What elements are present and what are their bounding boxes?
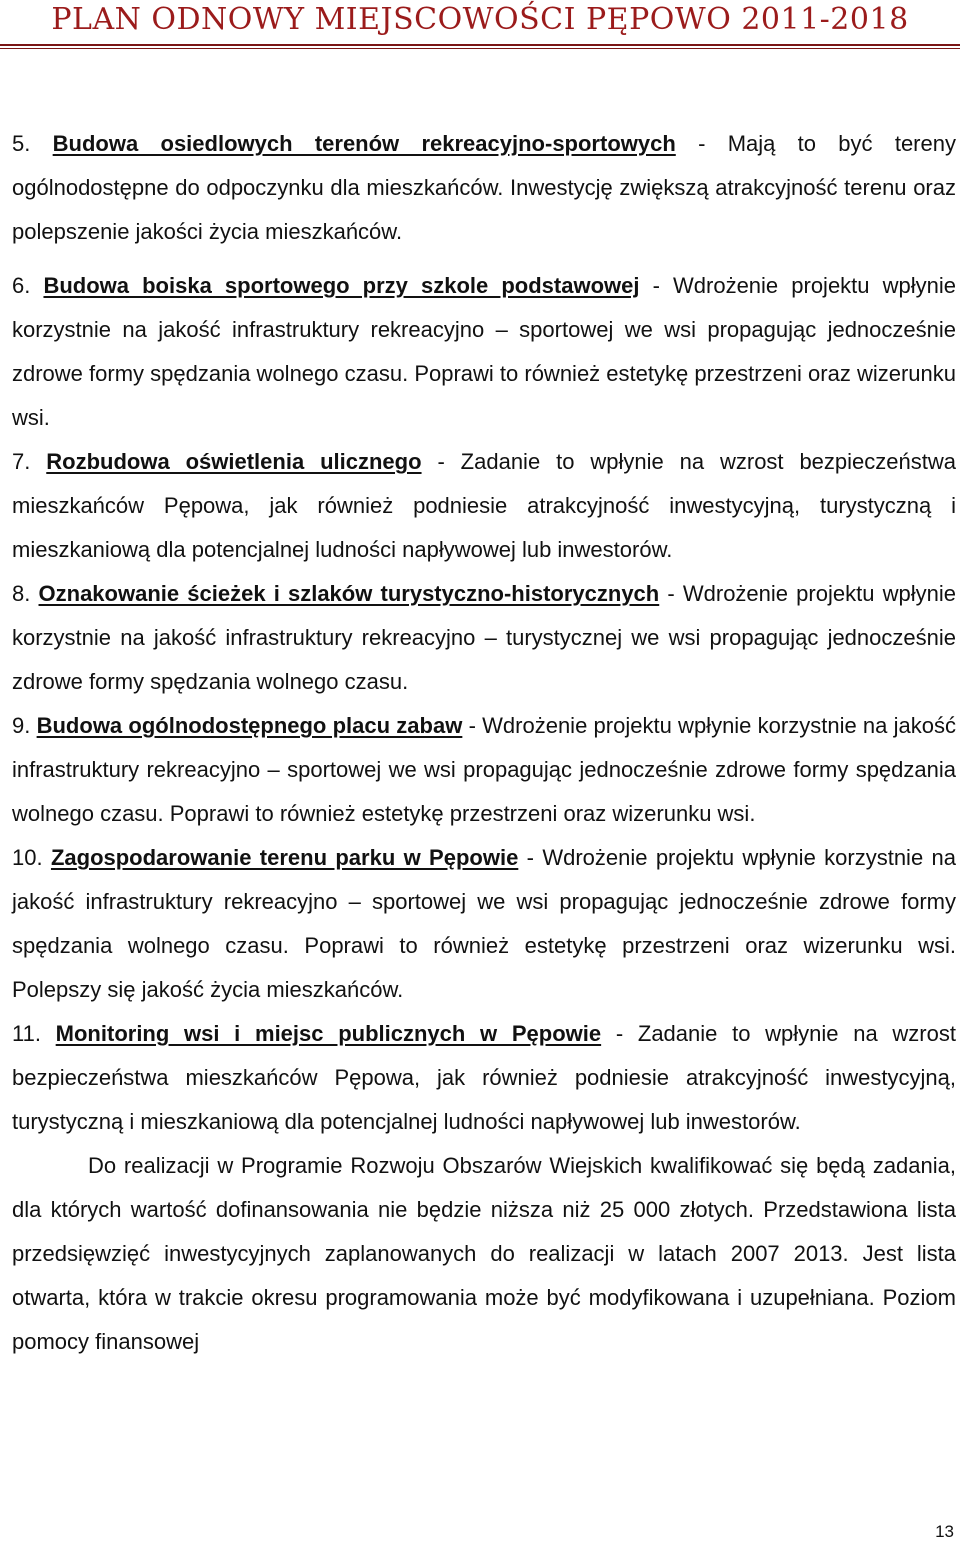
item-number: 8.: [12, 581, 31, 606]
page-header-title: PLAN ODNOWY MIEJSCOWOŚCI PĘPOWO 2011-2018: [51, 2, 909, 37]
list-item: [12, 440, 956, 572]
item-number: 10.: [12, 845, 43, 870]
item-title: Oznakowanie ścieżek i szlaków turystyczno-historycznych: [38, 581, 660, 606]
item-text: - Wdrożenie projektu wpłynie korzystnie na jakość infrastruktury rekreacyjno – sportowej we wsi propagując jednocześnie zdrowe formy spędzania wolnego czasu. Poprawi to również estetykę przestrzeni oraz wizerunku wsi. Polepszy się jakość życia mieszkańców.: [12, 845, 956, 1002]
item-text: - Wdrożenie projektu wpłynie korzystnie na jakość infrastruktury rekreacyjno – turystycznej we wsi propagując jednocześnie zdrowe formy spędzania wolnego czasu.: [12, 581, 956, 694]
list-item: [12, 264, 956, 440]
item-number: 11.: [12, 1021, 41, 1046]
item-text: - Zadanie to wpłynie na wzrost bezpieczeństwa mieszkańców Pępowa, jak również podniesie atrakcyjność inwestycyjną, turystyczną i mieszkaniową dla potencjalnej ludności napływowej lub inwestorów.: [12, 1021, 956, 1134]
item-title: Zagospodarowanie terenu parku w Pępowie: [50, 845, 519, 870]
closing-paragraph: Do realizacji w Programie Rozwoju Obszarów Wiejskich kwalifikować się będą zadania, dla których wartość dofinansowania nie będzie niższa niż 25 000 złotych. Przedstawiona lista przedsięwzięć inwestycyjnych zaplanowanych do realizacji w latach 2007 2013. Jest lista otwarta, która w trakcie okresu programowania może być modyfikowana i uzupełniana. Poziom pomocy finansowej: [12, 1153, 956, 1354]
item-title: Monitoring wsi i miejsc publicznych w Pępowie: [55, 1021, 602, 1046]
page-number: 13: [935, 1522, 954, 1541]
item-title: Rozbudowa oświetlenia ulicznego: [46, 449, 422, 474]
item-text: - Zadanie to wpłynie na wzrost bezpieczeństwa mieszkańców Pępowa, jak również podniesie atrakcyjność inwestycyjną, turystyczną i mieszkaniową dla potencjalnej ludności napływowej lub inwestorów.: [12, 449, 956, 562]
header-rule-thin: [0, 48, 960, 49]
item-number: 9.: [12, 713, 31, 738]
item-number: 5.: [12, 131, 31, 156]
item-text: - Wdrożenie projektu wpłynie korzystnie na jakość infrastruktury rekreacyjno – sportowej we wsi propagując jednocześnie zdrowe formy spędzania wolnego czasu. Poprawi to również estetykę przestrzeni oraz wizerunku wsi.: [12, 273, 956, 430]
document-body: [12, 122, 956, 1364]
item-title: Budowa osiedlowych terenów rekreacyjno-sportowych: [52, 131, 676, 156]
item-number: 7.: [12, 449, 31, 474]
list-item: [12, 836, 956, 1012]
header-rule-thick: [0, 44, 960, 46]
list-item: [12, 1012, 956, 1144]
item-title: Budowa boiska sportowego przy szkole podstawowej: [43, 273, 640, 298]
list-item: [12, 704, 956, 836]
item-number: 6.: [12, 273, 31, 298]
item-text: - Wdrożenie projektu wpłynie korzystnie na jakość infrastruktury rekreacyjno – sportowej we wsi propagując jednocześnie zdrowe formy spędzania wolnego czasu. Poprawi to również estetykę przestrzeni oraz wizerunku wsi.: [12, 713, 957, 826]
list-item: [12, 572, 956, 704]
item-text: - Mają to być tereny ogólnodostępne do odpoczynku dla mieszkańców. Inwestycję zwiększą atrakcyjność terenu oraz polepszenie jakości życia mieszkańców.: [12, 131, 956, 244]
item-title: Budowa ogólnodostępnego placu zabaw: [36, 713, 463, 738]
list-item: [12, 122, 956, 254]
